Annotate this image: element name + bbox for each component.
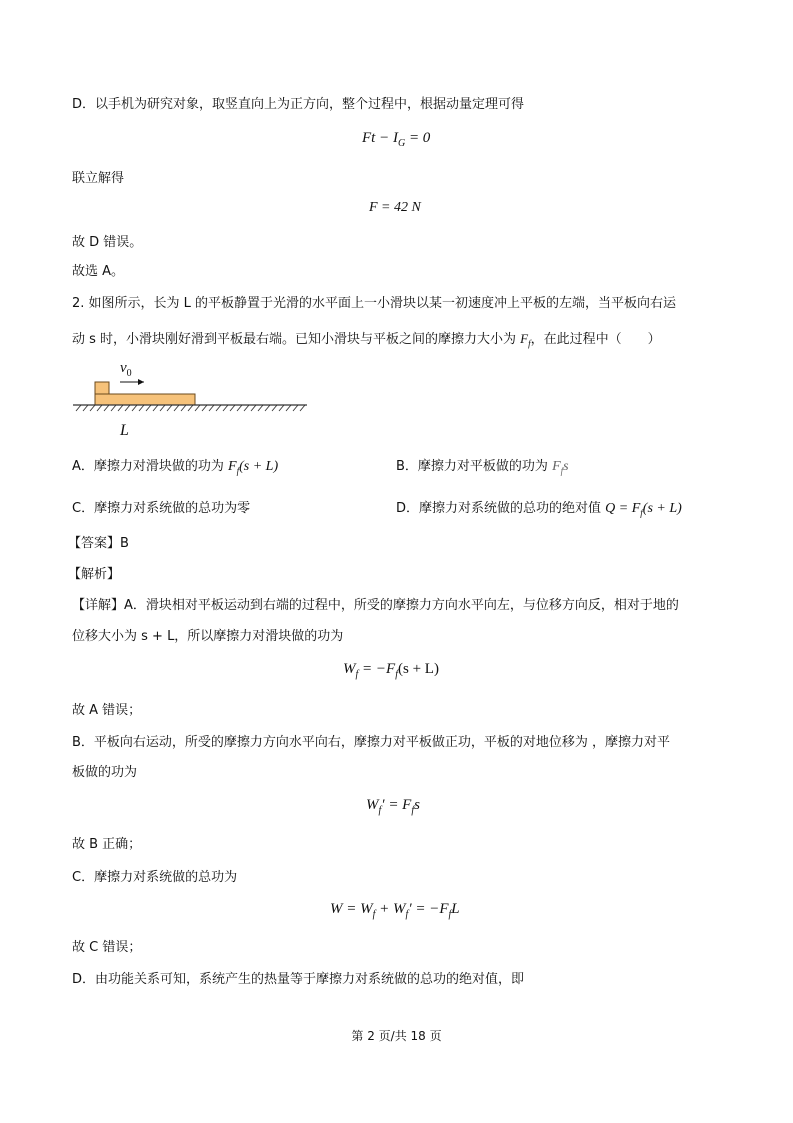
detail-line-2: 位移大小为 s + L，所以摩擦力对滑块做的功为: [72, 629, 344, 644]
equation-impulse: $Ft - I_G = 0$: [362, 130, 431, 149]
analysis-label: 【解析】: [68, 567, 121, 582]
equation-wf: $W_f = -F_f(s + L)$: [343, 661, 439, 680]
v0-label: $v_0$: [120, 360, 132, 379]
question-2-line-1: 2. 如图所示，长为 L 的平板静置于光滑的水平面上一小滑块以某一初速度冲上平板的左端，当平板向右运: [72, 296, 677, 311]
solve-label: 联立解得: [72, 171, 125, 186]
slider-plank-figure: [70, 360, 310, 445]
c-line: C．摩擦力对系统做的总功为: [72, 870, 238, 885]
ground-hatch: [76, 405, 305, 411]
option-a: A．摩擦力对滑块做的功为 $F_f(s + L)$: [72, 459, 279, 476]
option-d: D．摩擦力对系统做的总功的绝对值 $Q = F_f(s + L)$: [396, 501, 682, 518]
equation-force: F = 42 N: [369, 200, 421, 215]
length-label: L: [120, 422, 129, 439]
choose-a-line: 故选 A。: [72, 264, 125, 279]
figure-svg: [70, 360, 310, 445]
c-wrong-line: 故 C 错误；: [72, 940, 142, 955]
equation-wf-prime: $W_f' = F_fs$: [366, 797, 420, 816]
option-b: B．摩擦力对平板做的功为 $F_fs$: [396, 459, 569, 476]
b-line-1: B．平板向右运动，所受的摩擦力方向水平向右，摩擦力对平板做正功，平板的对地位移为 ，摩擦力对平: [72, 735, 671, 750]
para-d-intro: D．以手机为研究对象，取竖直向上为正方向，整个过程中，根据动量定理可得: [72, 97, 525, 112]
question-2-line-2: 动 s 时，小滑块刚好滑到平板最右端。已知小滑块与平板之间的摩擦力大小为 $F_f$，在此过程中（ ）: [72, 331, 661, 349]
slider-block: [95, 382, 109, 394]
b-line-2: 板做的功为: [72, 765, 138, 780]
d-wrong-line: 故 D 错误。: [72, 235, 143, 250]
a-wrong-line: 故 A 错误；: [72, 703, 142, 718]
b-right-line: 故 B 正确；: [72, 837, 142, 852]
detail-line-1: 【详解】A．滑块相对平板运动到右端的过程中，所受的摩擦力方向水平向左，与位移方向反，相对于地的: [72, 598, 679, 613]
page-footer: 第 2 页/共 18 页: [351, 1029, 442, 1043]
d-line: D．由功能关系可知，系统产生的热量等于摩擦力对系统做的总功的绝对值，即: [72, 972, 525, 987]
velocity-arrowhead: [138, 379, 144, 385]
plank: [95, 394, 195, 405]
answer-label: 【答案】B: [68, 536, 129, 551]
equation-total-work: $W = W_f + W_f' = -F_fL$: [330, 901, 460, 920]
option-c: C．摩擦力对系统做的总功为零: [72, 501, 251, 516]
